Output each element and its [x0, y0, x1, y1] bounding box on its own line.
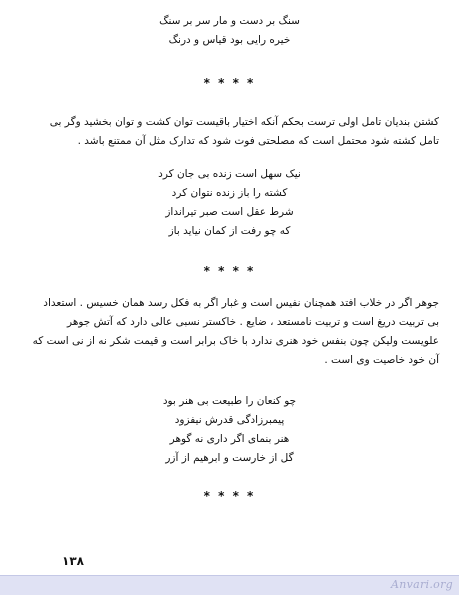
watermark-logo: Anvari.org: [391, 578, 453, 591]
section-separator: * * * *: [203, 489, 256, 503]
prose-line: کشتن بندیان تامل اولی ترست بحکم آنکه اختیار باقیست توان کشت و توان بخشید وگر بی: [49, 116, 439, 128]
verse-line: گل از خارست و ابرهیم از آزر: [165, 452, 294, 464]
prose-paragraph-1: [23, 113, 439, 151]
prose-line: آن خود خاصیت وی است .: [324, 354, 439, 366]
prose-line: بی تربیت دریغ است و تربیت نامستعد ، ضایع . خاکستر نسبی عالی دارد که آتش جوهر: [67, 316, 439, 328]
verse-line: سنگ بر دست و مار سر بر سنگ: [159, 15, 300, 27]
prose-line: علویست ولیکن چون بنفس خود هنری ندارد با خاک برابر است و قیمت شکر نه از نی است که: [32, 335, 439, 347]
section-separator: * * * *: [203, 264, 256, 278]
verse-line: شرط عقل است صبر تیرانداز: [165, 206, 294, 218]
footer-band: [0, 575, 459, 595]
verse-line: پیمبرزادگی قدرش نیفزود: [174, 414, 285, 426]
poem-stanza-2: [0, 165, 459, 241]
page-number: ۱۳۸: [62, 554, 84, 568]
verse-line: که چو رفت از کمان نیاید باز: [168, 225, 291, 237]
prose-line: جوهر اگر در خلاب افتد همچنان نفیس است و غبار اگر به فکل رسد همان خسیس . استعداد: [43, 297, 439, 309]
verse-line: چو کنعان را طبیعت بی هنر بود: [162, 395, 297, 407]
verse-line: خیره رایی بود قیاس و درنگ: [168, 34, 291, 46]
section-separator: * * * *: [203, 76, 256, 90]
poem-stanza-3: [0, 392, 459, 468]
verse-line: نیک سهل است زنده بی جان کرد: [158, 168, 301, 180]
poem-stanza-1: [0, 12, 459, 50]
verse-line: کشته را باز زنده نتوان کرد: [171, 187, 288, 199]
prose-line: تامل کشته شود محتمل است که مصلحتی فوت شود که تدارک مثل آن ممتنع باشد .: [77, 135, 439, 147]
verse-line: هنر بنمای اگر داری نه گوهر: [169, 433, 290, 445]
prose-paragraph-2: [23, 294, 439, 370]
